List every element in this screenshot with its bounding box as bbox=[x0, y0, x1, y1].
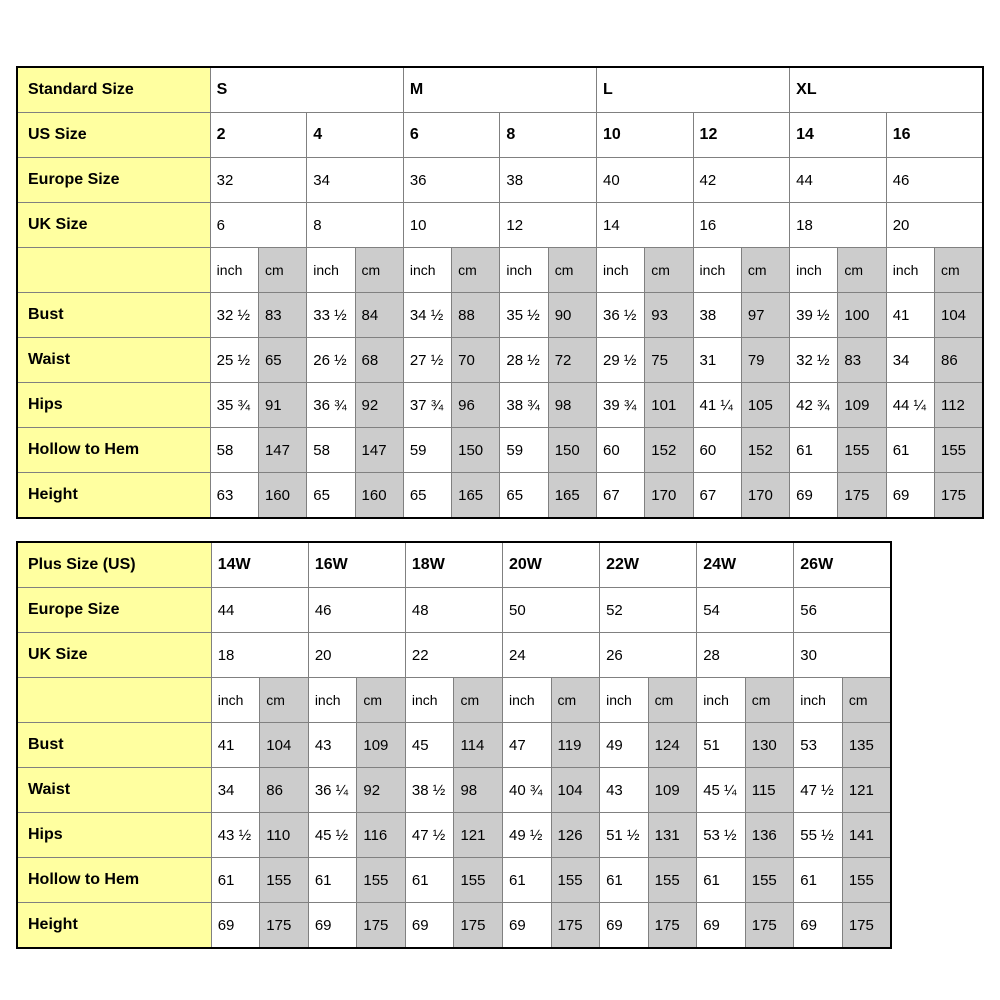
measure-cell: 104 bbox=[260, 723, 309, 768]
table-row bbox=[17, 158, 983, 203]
measure-cell: 60 bbox=[596, 428, 644, 473]
measure-cell: 70 bbox=[452, 338, 500, 383]
measure-cell: 39 ¾ bbox=[596, 383, 644, 428]
measure-cell: 51 bbox=[697, 723, 746, 768]
unit-cell: inch bbox=[790, 248, 838, 293]
row-label: Hollow to Hem bbox=[17, 858, 211, 903]
measure-cell: 83 bbox=[258, 293, 306, 338]
measure-cell: 92 bbox=[357, 768, 406, 813]
measure-cell: 155 bbox=[551, 858, 600, 903]
measure-cell: 36 ¼ bbox=[308, 768, 357, 813]
measure-cell: 155 bbox=[357, 858, 406, 903]
unit-cell: inch bbox=[307, 248, 355, 293]
measure-cell: 96 bbox=[452, 383, 500, 428]
measure-cell: 51 ½ bbox=[600, 813, 649, 858]
measure-cell: 88 bbox=[452, 293, 500, 338]
measure-cell: 53 bbox=[794, 723, 843, 768]
measure-cell: 109 bbox=[648, 768, 697, 813]
measure-cell: 101 bbox=[645, 383, 693, 428]
measure-cell: 165 bbox=[548, 473, 596, 519]
measure-cell: 90 bbox=[548, 293, 596, 338]
measure-cell: 175 bbox=[838, 473, 886, 519]
measure-cell: 33 ½ bbox=[307, 293, 355, 338]
measure-cell: 141 bbox=[842, 813, 891, 858]
unit-cell: inch bbox=[886, 248, 934, 293]
measure-cell: 43 ½ bbox=[211, 813, 260, 858]
table-row-units bbox=[17, 678, 891, 723]
measure-cell: 47 ½ bbox=[794, 768, 843, 813]
size-cell: 16 bbox=[886, 113, 983, 158]
measure-cell: 63 bbox=[210, 473, 258, 519]
measure-cell: 109 bbox=[357, 723, 406, 768]
size-cell: 2 bbox=[210, 113, 307, 158]
measure-cell: 61 bbox=[211, 858, 260, 903]
measure-cell: 175 bbox=[260, 903, 309, 949]
size-cell: 34 bbox=[307, 158, 404, 203]
measure-cell: 170 bbox=[741, 473, 789, 519]
size-cell: 26W bbox=[794, 542, 891, 588]
measure-cell: 38 ¾ bbox=[500, 383, 548, 428]
size-cell: 24 bbox=[503, 633, 600, 678]
measure-cell: 44 ¼ bbox=[886, 383, 934, 428]
row-label: UK Size bbox=[17, 633, 211, 678]
table-row bbox=[17, 588, 891, 633]
measure-cell: 150 bbox=[452, 428, 500, 473]
row-label: US Size bbox=[17, 113, 210, 158]
measure-cell: 150 bbox=[548, 428, 596, 473]
plus-size-body bbox=[17, 542, 891, 948]
measure-cell: 126 bbox=[551, 813, 600, 858]
measure-cell: 165 bbox=[452, 473, 500, 519]
unit-cell: cm bbox=[357, 678, 406, 723]
measure-cell: 72 bbox=[548, 338, 596, 383]
measure-cell: 65 bbox=[258, 338, 306, 383]
size-cell: 18W bbox=[405, 542, 502, 588]
measure-cell: 42 ¾ bbox=[790, 383, 838, 428]
size-cell: 26 bbox=[600, 633, 697, 678]
size-cell: 22W bbox=[600, 542, 697, 588]
size-cell: 52 bbox=[600, 588, 697, 633]
measure-cell: 36 ½ bbox=[596, 293, 644, 338]
measure-cell: 147 bbox=[258, 428, 306, 473]
size-cell: 18 bbox=[790, 203, 887, 248]
unit-cell: cm bbox=[454, 678, 503, 723]
size-cell: 40 bbox=[596, 158, 693, 203]
unit-cell: inch bbox=[697, 678, 746, 723]
measure-cell: 69 bbox=[794, 903, 843, 949]
size-cell: 54 bbox=[697, 588, 794, 633]
table-row bbox=[17, 768, 891, 813]
measure-cell: 65 bbox=[500, 473, 548, 519]
measure-cell: 110 bbox=[260, 813, 309, 858]
table-row bbox=[17, 723, 891, 768]
size-cell: 48 bbox=[405, 588, 502, 633]
table-row bbox=[17, 633, 891, 678]
unit-cell: cm bbox=[548, 248, 596, 293]
measure-cell: 175 bbox=[934, 473, 983, 519]
measure-cell: 69 bbox=[405, 903, 454, 949]
measure-cell: 175 bbox=[357, 903, 406, 949]
row-label: Standard Size bbox=[17, 67, 210, 113]
measure-cell: 65 bbox=[307, 473, 355, 519]
measure-cell: 35 ¾ bbox=[210, 383, 258, 428]
measure-cell: 59 bbox=[500, 428, 548, 473]
measure-cell: 121 bbox=[842, 768, 891, 813]
unit-cell: inch bbox=[794, 678, 843, 723]
row-label: Waist bbox=[17, 338, 210, 383]
unit-cell: cm bbox=[551, 678, 600, 723]
measure-cell: 69 bbox=[790, 473, 838, 519]
size-cell: 8 bbox=[500, 113, 597, 158]
measure-cell: 86 bbox=[260, 768, 309, 813]
measure-cell: 170 bbox=[645, 473, 693, 519]
measure-cell: 26 ½ bbox=[307, 338, 355, 383]
measure-cell: 27 ½ bbox=[403, 338, 451, 383]
measure-cell: 61 bbox=[503, 858, 552, 903]
measure-cell: 69 bbox=[308, 903, 357, 949]
measure-cell: 121 bbox=[454, 813, 503, 858]
table-row bbox=[17, 113, 983, 158]
measure-cell: 130 bbox=[745, 723, 794, 768]
measure-cell: 59 bbox=[403, 428, 451, 473]
standard-size-table bbox=[16, 66, 984, 519]
size-cell: 14 bbox=[596, 203, 693, 248]
unit-cell: inch bbox=[600, 678, 649, 723]
unit-cell: cm bbox=[745, 678, 794, 723]
unit-cell: cm bbox=[355, 248, 403, 293]
measure-cell: 104 bbox=[551, 768, 600, 813]
measure-cell: 97 bbox=[741, 293, 789, 338]
measure-cell: 65 bbox=[403, 473, 451, 519]
measure-cell: 34 ½ bbox=[403, 293, 451, 338]
measure-cell: 131 bbox=[648, 813, 697, 858]
measure-cell: 37 ¾ bbox=[403, 383, 451, 428]
measure-cell: 35 ½ bbox=[500, 293, 548, 338]
unit-cell: cm bbox=[260, 678, 309, 723]
measure-cell: 61 bbox=[405, 858, 454, 903]
size-cell: 46 bbox=[886, 158, 983, 203]
measure-cell: 98 bbox=[454, 768, 503, 813]
measure-cell: 160 bbox=[258, 473, 306, 519]
unit-cell: inch bbox=[693, 248, 741, 293]
measure-cell: 28 ½ bbox=[500, 338, 548, 383]
table-row bbox=[17, 338, 983, 383]
measure-cell: 38 bbox=[693, 293, 741, 338]
size-cell: 56 bbox=[794, 588, 891, 633]
measure-cell: 79 bbox=[741, 338, 789, 383]
measure-cell: 175 bbox=[454, 903, 503, 949]
measure-cell: 39 ½ bbox=[790, 293, 838, 338]
measure-cell: 61 bbox=[697, 858, 746, 903]
size-cell: S bbox=[210, 67, 403, 113]
row-label: Waist bbox=[17, 768, 211, 813]
measure-cell: 155 bbox=[934, 428, 983, 473]
measure-cell: 116 bbox=[357, 813, 406, 858]
unit-cell: inch bbox=[596, 248, 644, 293]
size-cell: 20 bbox=[308, 633, 405, 678]
measure-cell: 31 bbox=[693, 338, 741, 383]
measure-cell: 175 bbox=[551, 903, 600, 949]
measure-cell: 29 ½ bbox=[596, 338, 644, 383]
size-cell: 28 bbox=[697, 633, 794, 678]
row-label: Hips bbox=[17, 813, 211, 858]
unit-cell: cm bbox=[645, 248, 693, 293]
measure-cell: 45 ¼ bbox=[697, 768, 746, 813]
measure-cell: 45 bbox=[405, 723, 454, 768]
size-cell: L bbox=[596, 67, 789, 113]
size-cell: 36 bbox=[403, 158, 500, 203]
measure-cell: 43 bbox=[308, 723, 357, 768]
size-cell: 20W bbox=[503, 542, 600, 588]
measure-cell: 152 bbox=[645, 428, 693, 473]
measure-cell: 67 bbox=[596, 473, 644, 519]
measure-cell: 175 bbox=[648, 903, 697, 949]
measure-cell: 41 bbox=[886, 293, 934, 338]
row-label bbox=[17, 678, 211, 723]
size-cell: M bbox=[403, 67, 596, 113]
size-cell: 46 bbox=[308, 588, 405, 633]
measure-cell: 86 bbox=[934, 338, 983, 383]
table-row-units bbox=[17, 248, 983, 293]
measure-cell: 112 bbox=[934, 383, 983, 428]
table-row bbox=[17, 428, 983, 473]
measure-cell: 175 bbox=[745, 903, 794, 949]
size-cell: 24W bbox=[697, 542, 794, 588]
measure-cell: 69 bbox=[697, 903, 746, 949]
unit-cell: inch bbox=[210, 248, 258, 293]
size-cell: 12 bbox=[693, 113, 790, 158]
measure-cell: 91 bbox=[258, 383, 306, 428]
size-cell: 44 bbox=[790, 158, 887, 203]
size-cell: 6 bbox=[403, 113, 500, 158]
table-row bbox=[17, 542, 891, 588]
measure-cell: 175 bbox=[842, 903, 891, 949]
measure-cell: 136 bbox=[745, 813, 794, 858]
measure-cell: 38 ½ bbox=[405, 768, 454, 813]
plus-size-table bbox=[16, 541, 892, 949]
measure-cell: 61 bbox=[790, 428, 838, 473]
size-cell: 30 bbox=[794, 633, 891, 678]
unit-cell: inch bbox=[403, 248, 451, 293]
measure-cell: 155 bbox=[745, 858, 794, 903]
measure-cell: 53 ½ bbox=[697, 813, 746, 858]
size-cell: 12 bbox=[500, 203, 597, 248]
table-row bbox=[17, 203, 983, 248]
measure-cell: 147 bbox=[355, 428, 403, 473]
measure-cell: 69 bbox=[211, 903, 260, 949]
size-cell: XL bbox=[790, 67, 983, 113]
row-label: Bust bbox=[17, 293, 210, 338]
size-cell: 14W bbox=[211, 542, 308, 588]
unit-cell: cm bbox=[258, 248, 306, 293]
measure-cell: 160 bbox=[355, 473, 403, 519]
measure-cell: 43 bbox=[600, 768, 649, 813]
measure-cell: 93 bbox=[645, 293, 693, 338]
row-label: Height bbox=[17, 473, 210, 519]
row-label: UK Size bbox=[17, 203, 210, 248]
measure-cell: 98 bbox=[548, 383, 596, 428]
measure-cell: 83 bbox=[838, 338, 886, 383]
measure-cell: 115 bbox=[745, 768, 794, 813]
measure-cell: 41 bbox=[211, 723, 260, 768]
measure-cell: 60 bbox=[693, 428, 741, 473]
measure-cell: 155 bbox=[842, 858, 891, 903]
unit-cell: cm bbox=[741, 248, 789, 293]
table-row bbox=[17, 813, 891, 858]
measure-cell: 155 bbox=[648, 858, 697, 903]
measure-cell: 69 bbox=[600, 903, 649, 949]
size-cell: 42 bbox=[693, 158, 790, 203]
size-cell: 22 bbox=[405, 633, 502, 678]
table-row bbox=[17, 473, 983, 519]
size-cell: 38 bbox=[500, 158, 597, 203]
unit-cell: inch bbox=[211, 678, 260, 723]
measure-cell: 75 bbox=[645, 338, 693, 383]
table-row bbox=[17, 67, 983, 113]
measure-cell: 61 bbox=[600, 858, 649, 903]
size-cell: 8 bbox=[307, 203, 404, 248]
table-row bbox=[17, 858, 891, 903]
measure-cell: 124 bbox=[648, 723, 697, 768]
row-label: Europe Size bbox=[17, 158, 210, 203]
size-cell: 10 bbox=[596, 113, 693, 158]
measure-cell: 40 ¾ bbox=[503, 768, 552, 813]
table-row bbox=[17, 293, 983, 338]
unit-cell: inch bbox=[405, 678, 454, 723]
measure-cell: 34 bbox=[211, 768, 260, 813]
measure-cell: 58 bbox=[210, 428, 258, 473]
size-cell: 10 bbox=[403, 203, 500, 248]
measure-cell: 100 bbox=[838, 293, 886, 338]
measure-cell: 114 bbox=[454, 723, 503, 768]
measure-cell: 152 bbox=[741, 428, 789, 473]
measure-cell: 155 bbox=[260, 858, 309, 903]
measure-cell: 67 bbox=[693, 473, 741, 519]
size-cell: 6 bbox=[210, 203, 307, 248]
measure-cell: 61 bbox=[886, 428, 934, 473]
measure-cell: 69 bbox=[503, 903, 552, 949]
row-label bbox=[17, 248, 210, 293]
size-cell: 32 bbox=[210, 158, 307, 203]
row-label: Bust bbox=[17, 723, 211, 768]
measure-cell: 55 ½ bbox=[794, 813, 843, 858]
measure-cell: 58 bbox=[307, 428, 355, 473]
measure-cell: 105 bbox=[741, 383, 789, 428]
measure-cell: 155 bbox=[454, 858, 503, 903]
measure-cell: 69 bbox=[886, 473, 934, 519]
table-row bbox=[17, 383, 983, 428]
row-label: Hollow to Hem bbox=[17, 428, 210, 473]
unit-cell: cm bbox=[934, 248, 983, 293]
size-cell: 16W bbox=[308, 542, 405, 588]
size-cell: 16 bbox=[693, 203, 790, 248]
measure-cell: 119 bbox=[551, 723, 600, 768]
size-cell: 50 bbox=[503, 588, 600, 633]
size-cell: 44 bbox=[211, 588, 308, 633]
unit-cell: cm bbox=[838, 248, 886, 293]
row-label: Europe Size bbox=[17, 588, 211, 633]
size-cell: 18 bbox=[211, 633, 308, 678]
measure-cell: 36 ¾ bbox=[307, 383, 355, 428]
measure-cell: 32 ½ bbox=[210, 293, 258, 338]
unit-cell: cm bbox=[452, 248, 500, 293]
measure-cell: 155 bbox=[838, 428, 886, 473]
measure-cell: 104 bbox=[934, 293, 983, 338]
row-label: Plus Size (US) bbox=[17, 542, 211, 588]
measure-cell: 41 ¼ bbox=[693, 383, 741, 428]
measure-cell: 109 bbox=[838, 383, 886, 428]
measure-cell: 61 bbox=[308, 858, 357, 903]
unit-cell: inch bbox=[500, 248, 548, 293]
unit-cell: cm bbox=[842, 678, 891, 723]
measure-cell: 34 bbox=[886, 338, 934, 383]
row-label: Height bbox=[17, 903, 211, 949]
measure-cell: 92 bbox=[355, 383, 403, 428]
measure-cell: 32 ½ bbox=[790, 338, 838, 383]
size-cell: 20 bbox=[886, 203, 983, 248]
measure-cell: 68 bbox=[355, 338, 403, 383]
measure-cell: 61 bbox=[794, 858, 843, 903]
measure-cell: 135 bbox=[842, 723, 891, 768]
table-row bbox=[17, 903, 891, 949]
unit-cell: cm bbox=[648, 678, 697, 723]
measure-cell: 45 ½ bbox=[308, 813, 357, 858]
measure-cell: 49 ½ bbox=[503, 813, 552, 858]
unit-cell: inch bbox=[308, 678, 357, 723]
measure-cell: 47 ½ bbox=[405, 813, 454, 858]
size-cell: 4 bbox=[307, 113, 404, 158]
size-cell: 14 bbox=[790, 113, 887, 158]
measure-cell: 49 bbox=[600, 723, 649, 768]
standard-size-body bbox=[17, 67, 983, 518]
measure-cell: 25 ½ bbox=[210, 338, 258, 383]
measure-cell: 47 bbox=[503, 723, 552, 768]
row-label: Hips bbox=[17, 383, 210, 428]
unit-cell: inch bbox=[503, 678, 552, 723]
measure-cell: 84 bbox=[355, 293, 403, 338]
